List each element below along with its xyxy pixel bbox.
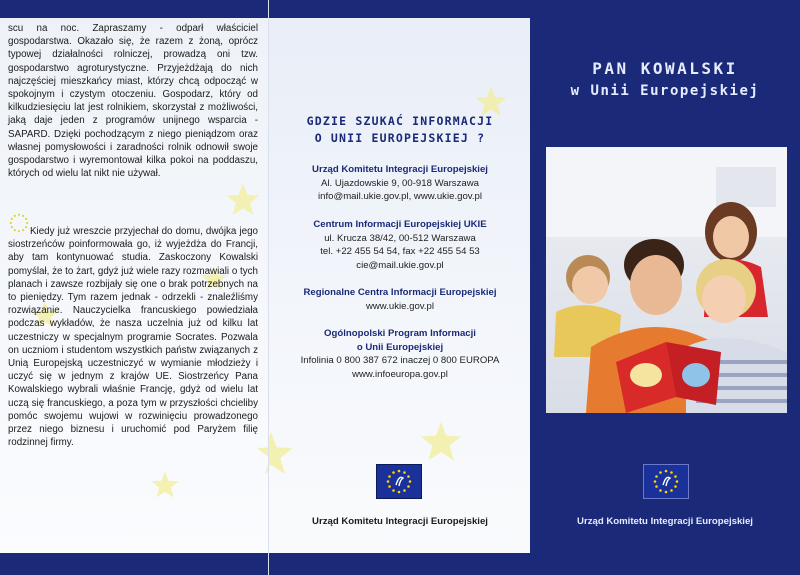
website-line[interactable]: www.infoeuropa.gov.pl: [352, 368, 448, 380]
info-block-regional: [269, 286, 531, 313]
info-block-ukie: [269, 163, 531, 204]
info-block-title: Regionalne Centra Informacji Europejskiej: [303, 287, 497, 298]
bottom-bar: [0, 553, 268, 575]
info-block-title: Centrum Informacji Europejskiej UKIE: [313, 219, 487, 230]
top-bar: [269, 0, 531, 18]
contact-line[interactable]: info@mail.ukie.gov.pl, www.ukie.gov.pl: [317, 191, 483, 203]
cover-panel: [530, 0, 800, 575]
cover-title: [530, 58, 800, 102]
star-decoration-icon: [150, 470, 180, 500]
family-reading-image: [546, 147, 787, 413]
story-paragraph: Kiedy już wreszcie przyjechał do domu, dwójka jego siostrzeńców poinformowała go, iż wyjeżdża do Francji, aby tam kontynuować studia. Zaskoczony Kowalski pomyślał, że to żart, gdyż już wiele razy rozmawiali o tych planach i zawsze rozbijały się one o brak potrzebnych na to pieniędzy. Tym razem jednak - odrzekli - znaleźliśmy rozwiązanie. Nauczycielka francuskiego powiedziała podczas wykładów, że nasza uczelnia już od kilku lat uczestniczy w specjalnym programie Socrates. Pozwala on uczniom i studentom wszystkich państw związanych z Unią Europejską uczestniczyć w wymianie młodzieży i uczyć się w jednym z krajów UE. Siostrzeńcy Pana Kowalskiego wybrali właśnie Francję, gdyż od wielu lat uczą się francuskiego, a poza tym w przyszłości chcieliby pomóc swojemu wujowi w rozwinięciu prowadzonego przez niego biznesu i uruchomić pod Paryżem filię rodzinnej firmy.: [8, 226, 258, 449]
top-bar: [0, 0, 268, 18]
email-line[interactable]: cie@mail.ukie.gov.pl: [356, 259, 444, 271]
info-heading-line: O UNII EUROPEJSKIEJ ?: [314, 131, 486, 145]
address-line: Al. Ujazdowskie 9, 00-918 Warszawa: [320, 177, 479, 189]
cover-subtitle-line: w Unii Europejskiej: [570, 83, 760, 99]
website-line[interactable]: www.ukie.gov.pl: [365, 300, 435, 312]
cover-title-line: PAN KOWALSKI: [592, 59, 738, 78]
story-paragraph: scu na noc. Zapraszamy - odparł właściciel gospodarstwa. Okazało się, że razem z żoną, oprócz typowej działalności rolniczej, prowadzą oni tzw. gospodarstwo agroturystyczne. Przyjeżdżają do nich najczęściej mieszkańcy miast, którzy chcą odpocząć w spokojnym i czystym otoczeniu. Gospodarz, który od kilkudziesięciu lat jest rolnikiem, skorzystał z możliwości, jaką daje jeden z programów unijnego wsparcia - SAPARD. Dzięki pochodzącym z niego pieniądzom oraz własnej pomysłowości i zaradności rolnik odnowił swoje gospodarstwo i wyremontował kilka pokoi na poddaszu, których od wielu lat nikt nie używał.: [8, 23, 258, 180]
address-line: ul. Krucza 38/42, 00-512 Warszawa: [324, 232, 476, 244]
star-decoration-icon: [268, 430, 295, 478]
info-heading-line: GDZIE SZUKAĆ INFORMACJI: [306, 114, 494, 128]
bottom-bar: [269, 553, 531, 575]
phone-line: tel. +22 455 54 54, fax +22 455 54 53: [320, 246, 480, 258]
star-decoration-icon: [225, 182, 261, 218]
eu-flag-icon: [377, 465, 421, 498]
family-photo: [546, 147, 787, 413]
info-block-title: Urząd Komitetu Integracji Europejskiej: [312, 164, 488, 175]
hotline-line: Infolinia 0 800 387 672 inaczej 0 800 EUROPA: [300, 355, 500, 367]
left-panel: [0, 0, 268, 575]
info-block-title: Ogólnopolski Program Informacji: [324, 328, 476, 339]
info-block-title: o Unii Europejskiej: [356, 341, 444, 353]
eu-flag-logo: [643, 464, 689, 499]
eu-flag-logo: [376, 464, 422, 499]
star-decoration-icon: [419, 420, 463, 464]
cover-footer-organization: Urząd Komitetu Integracji Europejskiej: [577, 516, 753, 527]
info-block-program: [269, 327, 531, 381]
middle-panel: [268, 0, 531, 575]
footer-organization: Urząd Komitetu Integracji Europejskiej: [312, 516, 488, 527]
info-block-cie: [269, 218, 531, 272]
info-heading: [269, 113, 531, 147]
eu-flag-icon: [644, 465, 688, 498]
